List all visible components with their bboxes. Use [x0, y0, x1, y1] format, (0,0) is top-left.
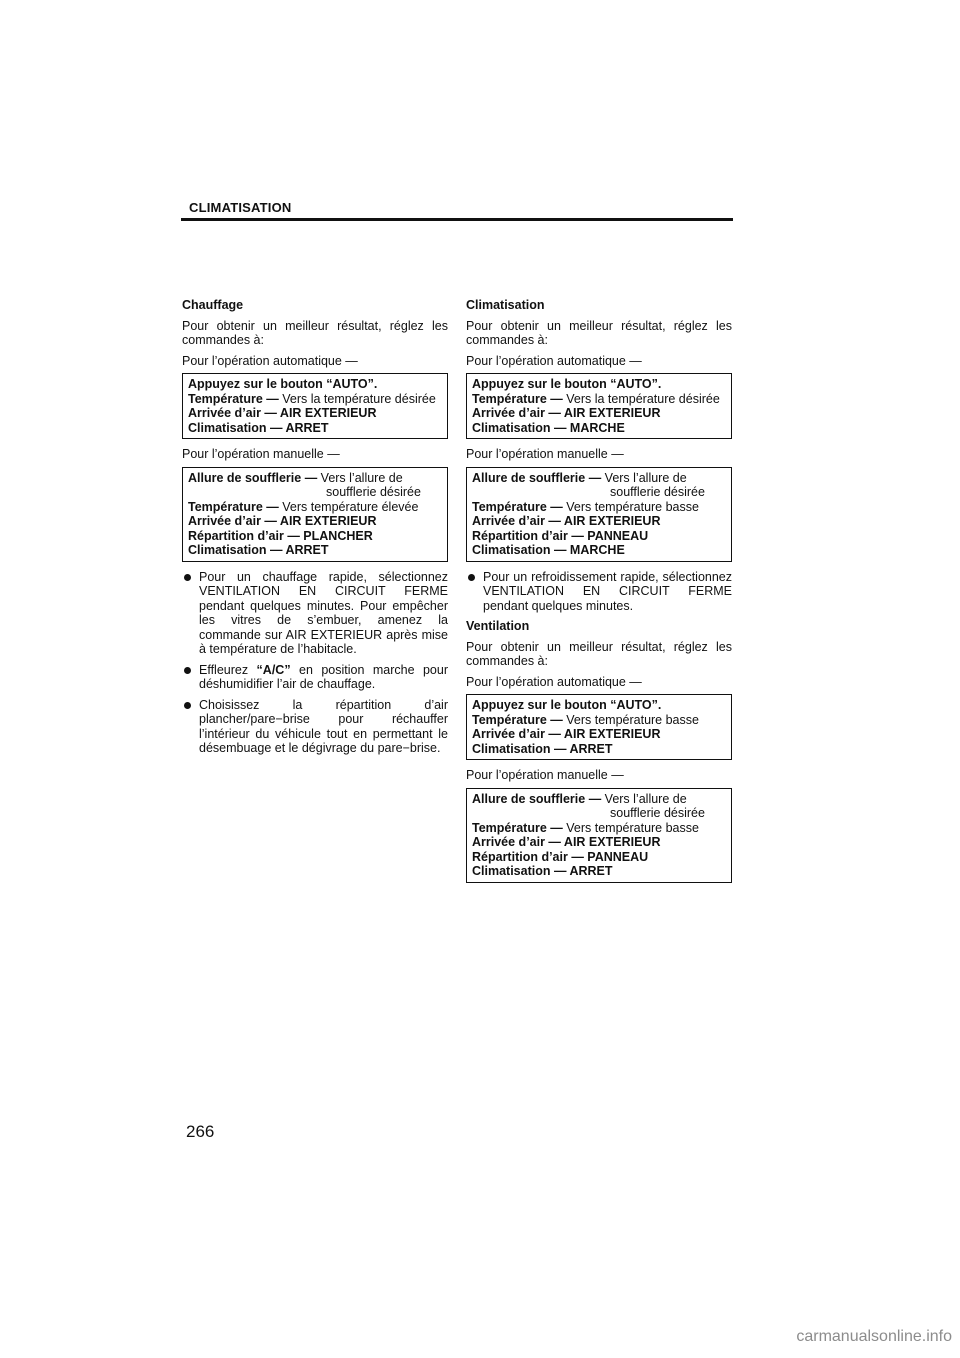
- temperature-setting: [188, 392, 443, 407]
- auto-button-instruction: Appuyez sur le bouton “AUTO”.: [472, 377, 662, 391]
- temperature-value: Vers température basse: [566, 499, 699, 514]
- fan-speed-setting: [472, 792, 727, 807]
- fan-speed-value-cont: soufflerie désirée: [610, 485, 705, 499]
- bullet-icon: [184, 667, 191, 674]
- auto-button-instruction: Appuyez sur le bouton “AUTO”.: [472, 698, 662, 712]
- ventilation-auto-lead: Pour l’opération automatique —: [466, 674, 642, 689]
- tip-text: Pour un chauffage rapide, sélectionnez VENTILATION EN CIRCUIT FERME pendant quelques minutes. Pour empêcher les vitres de s’embuer, amenez la commande sur AIR EXTERIEUR après mise à température de l’habitacle.: [199, 569, 448, 656]
- air-intake-setting: Arrivée d’air — AIR EXTERIEUR: [472, 514, 661, 528]
- temperature-value: Vers la température désirée: [566, 391, 720, 406]
- tip-bullet-defrost: [182, 698, 448, 756]
- ventilation-auto-box: [466, 694, 732, 760]
- temperature-setting: [472, 821, 727, 836]
- ventilation-manual-box: [466, 788, 732, 883]
- cooling-manual-lead: Pour l’opération manuelle —: [466, 447, 624, 461]
- heating-title: Chauffage: [182, 298, 244, 312]
- temperature-value: Vers température basse: [566, 712, 699, 727]
- temperature-value: Vers température basse: [566, 820, 699, 835]
- fan-speed-value-cont: soufflerie désirée: [326, 485, 421, 499]
- heating-intro: Pour obtenir un meilleur résultat, réglez les commandes à:: [182, 318, 448, 347]
- watermark-text: carmanualsonline.info: [796, 1328, 952, 1345]
- air-intake-setting: Arrivée d’air — AIR EXTERIEUR: [472, 727, 661, 741]
- tip-text: [199, 663, 448, 692]
- cooling-intro: Pour obtenir un meilleur résultat, réglez les commandes à:: [466, 318, 732, 347]
- fan-speed-value: Vers l’allure de: [604, 470, 687, 485]
- header-rule: [181, 218, 733, 221]
- tip-text: Choisissez la répartition d’air plancher/pare−brise pour réchauffer l’intérieur du véhicule tout en permettant le désembuage et le dégivrage du pare−brise.: [199, 697, 448, 755]
- ac-setting: Climatisation — MARCHE: [472, 543, 625, 557]
- fan-speed-label: Allure de soufflerie —: [472, 470, 605, 485]
- bullet-icon: [184, 574, 191, 581]
- section-header-title: CLIMATISATION: [189, 200, 292, 215]
- temperature-setting: [472, 500, 727, 515]
- ventilation-intro: Pour obtenir un meilleur résultat, réglez les commandes à:: [466, 639, 732, 668]
- fan-speed-setting: [188, 471, 443, 486]
- heating-auto-lead: Pour l’opération automatique —: [182, 353, 358, 368]
- temperature-label: Température —: [472, 820, 567, 835]
- page-number: 266: [186, 1122, 215, 1141]
- air-intake-setting: Arrivée d’air — AIR EXTERIEUR: [188, 406, 377, 420]
- ac-setting: Climatisation — ARRET: [188, 420, 329, 435]
- tip-bullet-ac: [182, 663, 448, 692]
- tip-text-post: en position marche pour déshumidifier l’air de chauffage.: [199, 662, 448, 691]
- auto-button-instruction: Appuyez sur le bouton “AUTO”.: [188, 377, 378, 391]
- heating-manual-lead: Pour l’opération manuelle —: [182, 447, 340, 461]
- temperature-setting: [472, 392, 727, 407]
- ventilation-title: Ventilation: [466, 619, 530, 633]
- bullet-icon: [468, 574, 475, 581]
- bullet-icon: [184, 702, 191, 709]
- ac-button-label: “A/C”: [256, 662, 291, 677]
- temperature-setting: [188, 500, 443, 515]
- temperature-label: Température —: [188, 391, 283, 406]
- cooling-auto-lead: Pour l’opération automatique —: [466, 353, 642, 368]
- temperature-label: Température —: [188, 499, 283, 514]
- air-distribution-setting: Répartition d’air — PANNEAU: [472, 849, 649, 864]
- fan-speed-value: Vers l’allure de: [320, 470, 403, 485]
- temperature-value: Vers température élevée: [282, 499, 419, 514]
- cooling-title: Climatisation: [466, 298, 545, 312]
- cooling-manual-box: [466, 467, 732, 562]
- cooling-auto-box: [466, 373, 732, 439]
- tip-bullet-rapid-cooling: [466, 570, 732, 614]
- air-distribution-setting: Répartition d’air — PANNEAU: [472, 528, 649, 543]
- fan-speed-value: Vers l’allure de: [604, 791, 687, 806]
- left-column: [182, 298, 448, 762]
- tip-text: Pour un refroidissement rapide, sélectionnez VENTILATION EN CIRCUIT FERME pendant quelques minutes.: [483, 569, 732, 613]
- right-column: [466, 298, 732, 891]
- tip-text-pre: Effleurez: [199, 662, 257, 677]
- fan-speed-label: Allure de soufflerie —: [188, 470, 321, 485]
- ac-setting: Climatisation — ARRET: [472, 864, 613, 878]
- air-intake-setting: Arrivée d’air — AIR EXTERIEUR: [188, 514, 377, 528]
- ac-setting: Climatisation — MARCHE: [472, 420, 625, 435]
- heating-manual-box: [182, 467, 448, 562]
- fan-speed-label: Allure de soufflerie —: [472, 791, 605, 806]
- air-intake-setting: Arrivée d’air — AIR EXTERIEUR: [472, 835, 661, 849]
- air-intake-setting: Arrivée d’air — AIR EXTERIEUR: [472, 406, 661, 420]
- air-distribution-setting: Répartition d’air — PLANCHER: [188, 528, 373, 543]
- ac-setting: Climatisation — ARRET: [188, 543, 329, 557]
- ventilation-manual-lead: Pour l’opération manuelle —: [466, 768, 624, 782]
- temperature-value: Vers la température désirée: [282, 391, 436, 406]
- temperature-label: Température —: [472, 712, 567, 727]
- fan-speed-value-cont: soufflerie désirée: [610, 806, 705, 820]
- ac-setting: Climatisation — ARRET: [472, 741, 613, 756]
- tip-bullet-rapid-heating: [182, 570, 448, 657]
- temperature-label: Température —: [472, 499, 567, 514]
- heating-auto-box: [182, 373, 448, 439]
- fan-speed-setting: [472, 471, 727, 486]
- temperature-label: Température —: [472, 391, 567, 406]
- temperature-setting: [472, 713, 727, 728]
